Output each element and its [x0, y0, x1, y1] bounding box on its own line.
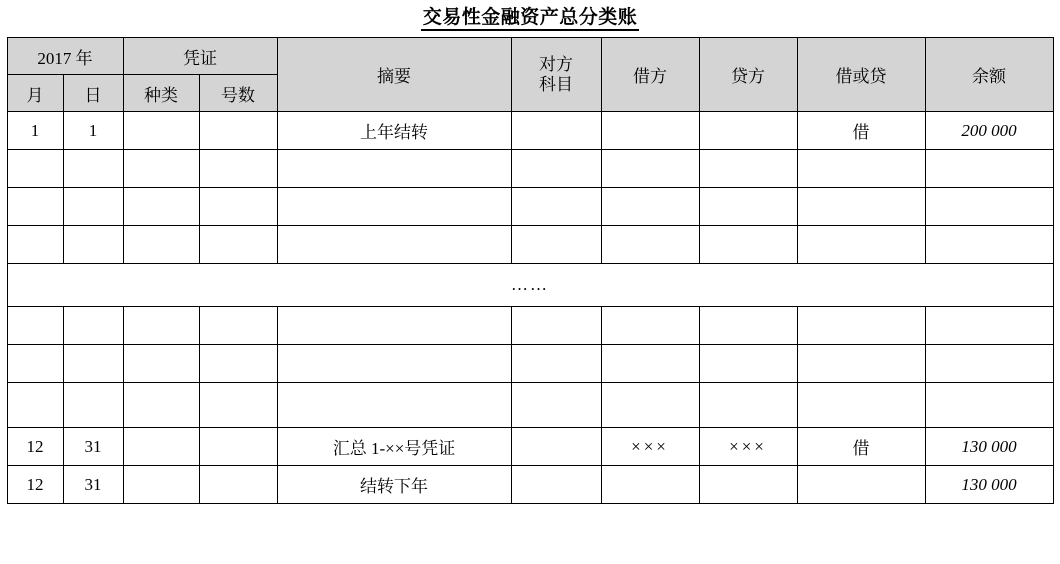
cell-credit [699, 466, 797, 504]
table-row-summary [7, 428, 1053, 466]
cell-abstract [277, 188, 511, 226]
cell-debit [601, 345, 699, 383]
header-abstract: 摘要 [277, 38, 511, 112]
cell-debit [601, 226, 699, 264]
header-day: 日 [63, 75, 123, 112]
cell-month: 1 [7, 112, 63, 150]
cell-abstract: 结转下年 [277, 466, 511, 504]
cell-contra-subject [511, 112, 601, 150]
header-contra-subject-line1: 对方 [539, 54, 573, 74]
ellipsis-cell: …… [7, 264, 1053, 307]
cell-day: 31 [63, 428, 123, 466]
cell-credit: ××× [699, 428, 797, 466]
cell-month: 12 [7, 466, 63, 504]
header-voucher-kind: 种类 [123, 75, 199, 112]
cell-contra-subject [511, 345, 601, 383]
cell-debit-or-credit: 借 [797, 428, 925, 466]
cell-debit: ××× [601, 428, 699, 466]
cell-abstract: 汇总 1-××号凭证 [277, 428, 511, 466]
cell-credit [699, 188, 797, 226]
header-debit-or-credit: 借或贷 [797, 38, 925, 112]
cell-day [63, 226, 123, 264]
cell-abstract [277, 383, 511, 428]
table-row [7, 307, 1053, 345]
header-voucher-number: 号数 [199, 75, 277, 112]
header-credit: 贷方 [699, 38, 797, 112]
cell-balance: 130 000 [925, 428, 1053, 466]
cell-voucher-kind [123, 428, 199, 466]
cell-contra-subject [511, 226, 601, 264]
cell-voucher-kind [123, 188, 199, 226]
general-ledger-table [7, 37, 1054, 504]
cell-balance [925, 226, 1053, 264]
cell-balance: 200 000 [925, 112, 1053, 150]
cell-day: 1 [63, 112, 123, 150]
page-title [0, 0, 1060, 37]
cell-credit [699, 150, 797, 188]
cell-debit-or-credit [797, 150, 925, 188]
table-body [7, 112, 1053, 504]
cell-debit [601, 307, 699, 345]
cell-contra-subject [511, 428, 601, 466]
cell-debit-or-credit: 借 [797, 112, 925, 150]
cell-credit [699, 345, 797, 383]
cell-month [7, 150, 63, 188]
cell-voucher-number [199, 428, 277, 466]
table-row [7, 150, 1053, 188]
table-row [7, 112, 1053, 150]
cell-voucher-kind [123, 226, 199, 264]
cell-debit [601, 188, 699, 226]
cell-month [7, 307, 63, 345]
cell-debit-or-credit [797, 345, 925, 383]
header-voucher: 凭证 [123, 38, 277, 75]
cell-credit [699, 226, 797, 264]
cell-debit [601, 383, 699, 428]
cell-abstract [277, 345, 511, 383]
cell-voucher-kind [123, 112, 199, 150]
header-month: 月 [7, 75, 63, 112]
cell-month [7, 383, 63, 428]
table-row [7, 345, 1053, 383]
cell-debit [601, 466, 699, 504]
cell-contra-subject [511, 150, 601, 188]
cell-voucher-kind [123, 383, 199, 428]
cell-contra-subject [511, 466, 601, 504]
cell-balance: 130 000 [925, 466, 1053, 504]
header-contra-subject [511, 38, 601, 112]
cell-abstract: 上年结转 [277, 112, 511, 150]
cell-voucher-number [199, 150, 277, 188]
cell-abstract [277, 226, 511, 264]
cell-voucher-kind [123, 345, 199, 383]
cell-month [7, 226, 63, 264]
cell-abstract [277, 150, 511, 188]
cell-credit [699, 383, 797, 428]
table-row [7, 383, 1053, 428]
header-debit: 借方 [601, 38, 699, 112]
cell-voucher-number [199, 345, 277, 383]
cell-voucher-number [199, 188, 277, 226]
header-contra-subject-line2: 科目 [539, 74, 573, 94]
cell-debit-or-credit [797, 226, 925, 264]
cell-month [7, 188, 63, 226]
cell-month [7, 345, 63, 383]
cell-contra-subject [511, 188, 601, 226]
cell-day [63, 188, 123, 226]
cell-voucher-number [199, 226, 277, 264]
cell-contra-subject [511, 383, 601, 428]
cell-debit [601, 112, 699, 150]
cell-day [63, 150, 123, 188]
cell-day [63, 345, 123, 383]
cell-voucher-kind [123, 466, 199, 504]
cell-day [63, 307, 123, 345]
cell-day: 31 [63, 466, 123, 504]
cell-voucher-kind [123, 150, 199, 188]
page-title-text: 交易性金融资产总分类账 [421, 7, 640, 31]
cell-voucher-number [199, 383, 277, 428]
cell-abstract [277, 307, 511, 345]
cell-voucher-number [199, 112, 277, 150]
table-row [7, 188, 1053, 226]
table-row [7, 226, 1053, 264]
cell-credit [699, 307, 797, 345]
cell-voucher-kind [123, 307, 199, 345]
ellipsis-row [7, 264, 1053, 307]
header-year: 2017 年 [7, 38, 123, 75]
cell-debit-or-credit [797, 188, 925, 226]
header-row-top [7, 38, 1053, 75]
header-balance: 余额 [925, 38, 1053, 112]
cell-debit-or-credit [797, 466, 925, 504]
table-row-carryforward [7, 466, 1053, 504]
cell-voucher-number [199, 466, 277, 504]
cell-balance [925, 383, 1053, 428]
cell-debit-or-credit [797, 383, 925, 428]
table-header [7, 38, 1053, 112]
cell-credit [699, 112, 797, 150]
cell-balance [925, 307, 1053, 345]
cell-voucher-number [199, 307, 277, 345]
cell-month: 12 [7, 428, 63, 466]
cell-contra-subject [511, 307, 601, 345]
cell-day [63, 383, 123, 428]
cell-balance [925, 345, 1053, 383]
cell-balance [925, 150, 1053, 188]
cell-debit-or-credit [797, 307, 925, 345]
cell-balance [925, 188, 1053, 226]
cell-debit [601, 150, 699, 188]
